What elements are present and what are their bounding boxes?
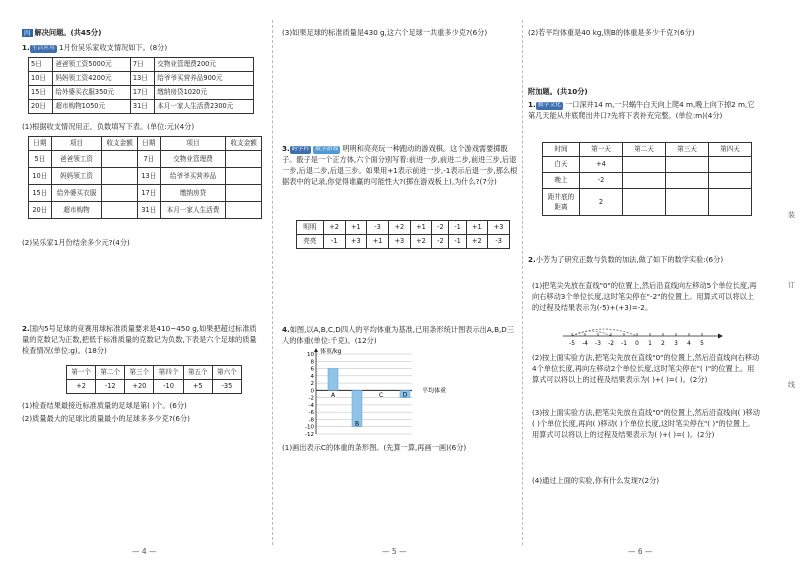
e2-p3: (3)按上面实验方法,把笔尖先放在直线"0"的位置上,然后沿直线向( )移动( )个单位长度,再向( )移动( )个单位长度,这时笔尖停在"( )"的位置上。用算式可以将以上的过程及结果表示为( )+( )=( )。(2分): [532, 408, 760, 440]
axis-tick-label: -2: [608, 341, 614, 347]
record-cell: 5日: [29, 58, 53, 72]
header-cell: 第四天: [709, 143, 752, 157]
number-line: [558, 322, 738, 350]
e2-p1: (1)把笔尖先放在直线"0"的位置上,然后沿直线向左移动5个单位长度,再向右移动3个单位长度,这时笔尖停在"-2"的位置上。用算式可以将以上的过程及结果表示为(-5)+(+3)=-2。: [532, 281, 757, 313]
divider: [522, 20, 523, 545]
header-cell: 第三个: [125, 366, 154, 380]
q3-stem: 3. 跨学科 数学游戏 明明和亮亮玩一种跑动的游戏棋。这个游戏需要掷骰子。骰子是一个正方体,六个面分别写着:前进一步,前进二步,前进三步,后退一步,后退二步,后退三步。如果用+1表示前进一步,-1表示后退一步,那么根据表中的记录,你觉得谁赢的可能性大?(掷在游戏板上),为什么?(7分): [282, 144, 518, 187]
amount-cell[interactable]: [102, 151, 138, 168]
axis-tick-label: 5: [700, 341, 704, 347]
move-cell: +2: [410, 235, 432, 249]
axis-tick-label: 4: [687, 341, 691, 347]
move-cell: +2: [466, 235, 488, 249]
record-cell: 给外婆买衣服350元: [53, 86, 131, 100]
axis-tick-label: 3: [674, 341, 678, 347]
move-cell: -2: [432, 221, 449, 235]
table-cell: 缴纳房贷: [160, 185, 226, 202]
section-icon: 四: [24, 29, 31, 37]
axis-tick-label: -4: [582, 341, 588, 347]
record-cell: 交物业管理费200元: [155, 58, 254, 72]
q2-table: [66, 365, 242, 394]
record-cell: 超市购物1050元: [53, 100, 131, 114]
move-cell: -3: [488, 235, 510, 249]
divider: [272, 20, 273, 545]
move-cell: +1: [367, 235, 389, 249]
q1-sub2: (2)吴乐家1月份结余多少元?(4分): [22, 238, 130, 247]
q2-sub2: (2)质量最大的足球比质量最小的足球多多少克?(6分): [22, 414, 190, 423]
table-row: [29, 202, 262, 219]
amount-cell[interactable]: [102, 168, 138, 185]
tick-label: 2: [310, 381, 314, 388]
table-row: [543, 189, 752, 216]
table-row: [543, 157, 752, 173]
extra-title: 附加题。(共10分): [528, 87, 588, 96]
table-cell: 20日: [29, 202, 52, 219]
amount-cell[interactable]: [226, 185, 262, 202]
q2-stem: 2.国内5号足球的竞赛用球标准质量要求是410~450 g,如果把超过标准质量的克数记为正数,把低于标准质量的克数记为负数,下表是六个足球的质量检查情况(单位:g)。(18分): [22, 324, 257, 356]
record-cell: 本月一家人生活费2300元: [155, 100, 254, 114]
record-cell: 15日: [29, 86, 53, 100]
binding-label: 装: [788, 211, 795, 219]
amount-cell[interactable]: [102, 202, 138, 219]
value-cell: 2: [580, 189, 623, 216]
tick-label: 8: [310, 359, 314, 366]
record-row: [29, 72, 254, 86]
move-cell: +2: [323, 221, 345, 235]
value-cell: -35: [212, 380, 241, 394]
move-arc-right: [572, 331, 611, 336]
axis-arrow-icon: [718, 334, 723, 339]
table-row: [297, 221, 510, 235]
table-cell: 妈妈领工资: [51, 168, 102, 185]
value-cell: [709, 173, 752, 189]
category-label: D: [402, 391, 408, 399]
tick-label: 0: [310, 388, 314, 395]
table-cell: 交物业管理费: [160, 151, 226, 168]
tick-label: 6: [310, 366, 314, 373]
table-cell: 17日: [137, 185, 160, 202]
q4-sub1: (1)画出表示C的体重的条形图。(先算一算,再画一画)(6分): [282, 443, 467, 452]
record-cell: 给爷爷买营养品900元: [155, 72, 254, 86]
page-5: [282, 0, 520, 566]
move-cell: +2: [388, 221, 410, 235]
header-cell: 第二个: [96, 366, 125, 380]
q1-stem: 1. 生活应用 1月份吴乐家收支情况如下。(8分): [22, 43, 168, 52]
move-cell: -1: [449, 235, 466, 249]
q1-tag: 生活应用: [31, 45, 55, 51]
record-row: [29, 58, 254, 72]
value-cell: -2: [580, 173, 623, 189]
header-cell: 日期: [29, 137, 52, 151]
move-cell: -1: [449, 221, 466, 235]
value-cell: [623, 173, 666, 189]
q1-fill-table: [28, 136, 262, 219]
row-label: 晚上: [543, 173, 580, 189]
move-cell: +1: [345, 221, 367, 235]
page-number: — 5 —: [382, 547, 407, 556]
axis-tick-label: 2: [661, 341, 665, 347]
value-cell: [623, 189, 666, 216]
header-cell: 时间: [543, 143, 580, 157]
tick-label: -8: [308, 417, 314, 424]
binding-label: 线: [788, 381, 795, 389]
category-label: B: [354, 420, 360, 428]
q4-sub2: (2)若平均体重是40 kg,则B的体重是多少千克?(6分): [528, 28, 695, 37]
q3-tag-2: 数学游戏: [315, 146, 339, 152]
table-row: [29, 185, 262, 202]
table-cell: 15日: [29, 185, 52, 202]
move-cell: +3: [345, 235, 367, 249]
bar-A: [328, 369, 338, 391]
q1-sub1: (1)根据收支情况用正、负数填写下表。(单位:元)(4分): [22, 122, 195, 131]
table-row: [297, 235, 510, 249]
e1-table: [542, 142, 752, 216]
header-cell: 收支金额: [102, 137, 138, 151]
table-cell: 爸爸领工资: [51, 151, 102, 168]
section-header: [22, 27, 262, 38]
table-row: [29, 151, 262, 168]
record-cell: 17日: [130, 86, 154, 100]
player-name: 亮亮: [297, 235, 324, 249]
header-cell: 收支金额: [226, 137, 262, 151]
tick-label: -10: [305, 424, 314, 431]
record-cell: 13日: [130, 72, 154, 86]
amount-cell[interactable]: [226, 202, 262, 219]
header-cell: 第二天: [623, 143, 666, 157]
move-cell: -2: [432, 235, 449, 249]
page-number: — 4 —: [132, 547, 157, 556]
q1-records-table: [28, 57, 254, 114]
value-cell: [623, 157, 666, 173]
table-row: [543, 173, 752, 189]
move-cell: +3: [388, 235, 410, 249]
table-cell: 10日: [29, 168, 52, 185]
q4-stem: 4.如图,以A,B,C,D四人的平均体重为基准,已用条形统计图表示出A,B,D三人的体重(单位:千克)。(12分): [282, 325, 515, 346]
amount-cell[interactable]: [226, 151, 262, 168]
axis-tick-label: 1: [648, 341, 652, 347]
header-cell: 日期: [137, 137, 160, 151]
table-cell: 本月一家人生活费: [160, 202, 226, 219]
row-label: 白天: [543, 157, 580, 173]
value-cell: +2: [67, 380, 96, 394]
axis-arrow-icon: [314, 348, 318, 352]
table-cell: 31日: [137, 202, 160, 219]
record-cell: 31日: [130, 100, 154, 114]
page-number: — 6 —: [628, 547, 653, 556]
move-cell: -3: [367, 221, 389, 235]
value-cell: [666, 157, 709, 173]
record-cell: 7日: [130, 58, 154, 72]
e2-p4: (4)通过上面的实验,你有什么发现?(2分): [532, 476, 660, 485]
header-cell: 第六个: [212, 366, 241, 380]
axis-tick-label: -1: [621, 341, 627, 347]
value-cell: +5: [183, 380, 212, 394]
tick-label: -4: [308, 402, 314, 409]
table-cell: 超市购物: [51, 202, 102, 219]
page-6: [528, 0, 763, 566]
q3-tag-1: 跨学科: [291, 146, 310, 152]
record-row: [29, 86, 254, 100]
tick-label: -12: [305, 432, 314, 438]
weight-bar-chart: [302, 348, 492, 440]
header-cell: 第一个: [67, 366, 96, 380]
category-label: C: [378, 391, 384, 399]
header-cell: 第一天: [580, 143, 623, 157]
value-cell: +4: [580, 157, 623, 173]
record-cell: 20日: [29, 100, 53, 114]
value-cell: [666, 173, 709, 189]
header-cell: 第五个: [183, 366, 212, 380]
header-cell: 项目: [51, 137, 102, 151]
e2-p2: (2)按上面实验方法,把笔尖先放在直线"0"的位置上,然后沿直线向右移动4个单位长度,再向左移动2个单位长度,这时笔尖停在"( )"的位置上。用算式可以将以上的过程及结果表示为( )+( )=( )。(2分): [532, 353, 760, 385]
axis-tick-label: 0: [635, 341, 639, 347]
table-cell: 给外婆买衣服: [51, 185, 102, 202]
value-cell: [709, 189, 752, 216]
record-cell: 缴纳房贷1020元: [155, 86, 254, 100]
header-cell: 第三天: [666, 143, 709, 157]
record-cell: 爸爸领工资5000元: [53, 58, 131, 72]
value-cell: -10: [154, 380, 183, 394]
q2-sub3: (3)如果足球的标准质量是430 g,这六个足球一共重多少克?(6分): [282, 28, 488, 37]
record-cell: 10日: [29, 72, 53, 86]
table-row: [29, 168, 262, 185]
e2-stem: 2.小芳为了研究正数与负数的加法,做了如下的数学实验:(6分): [528, 255, 724, 264]
table-cell: 13日: [137, 168, 160, 185]
value-cell: [709, 157, 752, 173]
value-cell: -12: [96, 380, 125, 394]
header-cell: 项目: [160, 137, 226, 151]
value-cell: +20: [125, 380, 154, 394]
move-cell: +1: [466, 221, 488, 235]
axis-tick-label: -3: [595, 341, 601, 347]
player-name: 明明: [297, 221, 324, 235]
axis-tick-label: -5: [569, 341, 575, 347]
header-cell: 第四个: [154, 366, 183, 380]
record-cell: 妈妈领工资4200元: [53, 72, 131, 86]
row-label: 距井底的距离: [543, 189, 580, 216]
move-cell: +3: [488, 221, 510, 235]
move-cell: -1: [323, 235, 345, 249]
section-title: 解决问题。(共45分): [34, 28, 102, 37]
move-arc-left: [572, 329, 637, 336]
tick-label: 4: [310, 373, 314, 380]
tick-label: -2: [308, 395, 314, 402]
table-cell: 给爷爷买营养品: [160, 168, 226, 185]
move-cell: +1: [410, 221, 432, 235]
q3-table: [296, 220, 510, 249]
table-cell: 5日: [29, 151, 52, 168]
value-cell: [666, 189, 709, 216]
table-cell: 7日: [137, 151, 160, 168]
e1-stem: 1. 数学文化 一口深井14 m,一只蜗牛白天向上爬4 m,晚上向下掉2 m,它第几天能从井底爬出井口?先将下表补充完整。(单位:m)(4分): [528, 100, 755, 121]
amount-cell[interactable]: [102, 185, 138, 202]
y-axis-label: 体重/kg: [320, 348, 342, 355]
category-label: A: [330, 391, 336, 399]
q2-sub1: (1)检查结果最接近标准质量的足球是第( )个。(6分): [22, 401, 187, 410]
baseline-label: 平均体重: [422, 387, 447, 395]
record-row: [29, 100, 254, 114]
tick-label: 10: [307, 352, 314, 358]
e1-tag: 数学文化: [537, 102, 561, 108]
amount-cell[interactable]: [226, 168, 262, 185]
binding-label: 订: [788, 281, 795, 289]
tick-label: -6: [308, 410, 314, 417]
page-4: [22, 0, 262, 566]
